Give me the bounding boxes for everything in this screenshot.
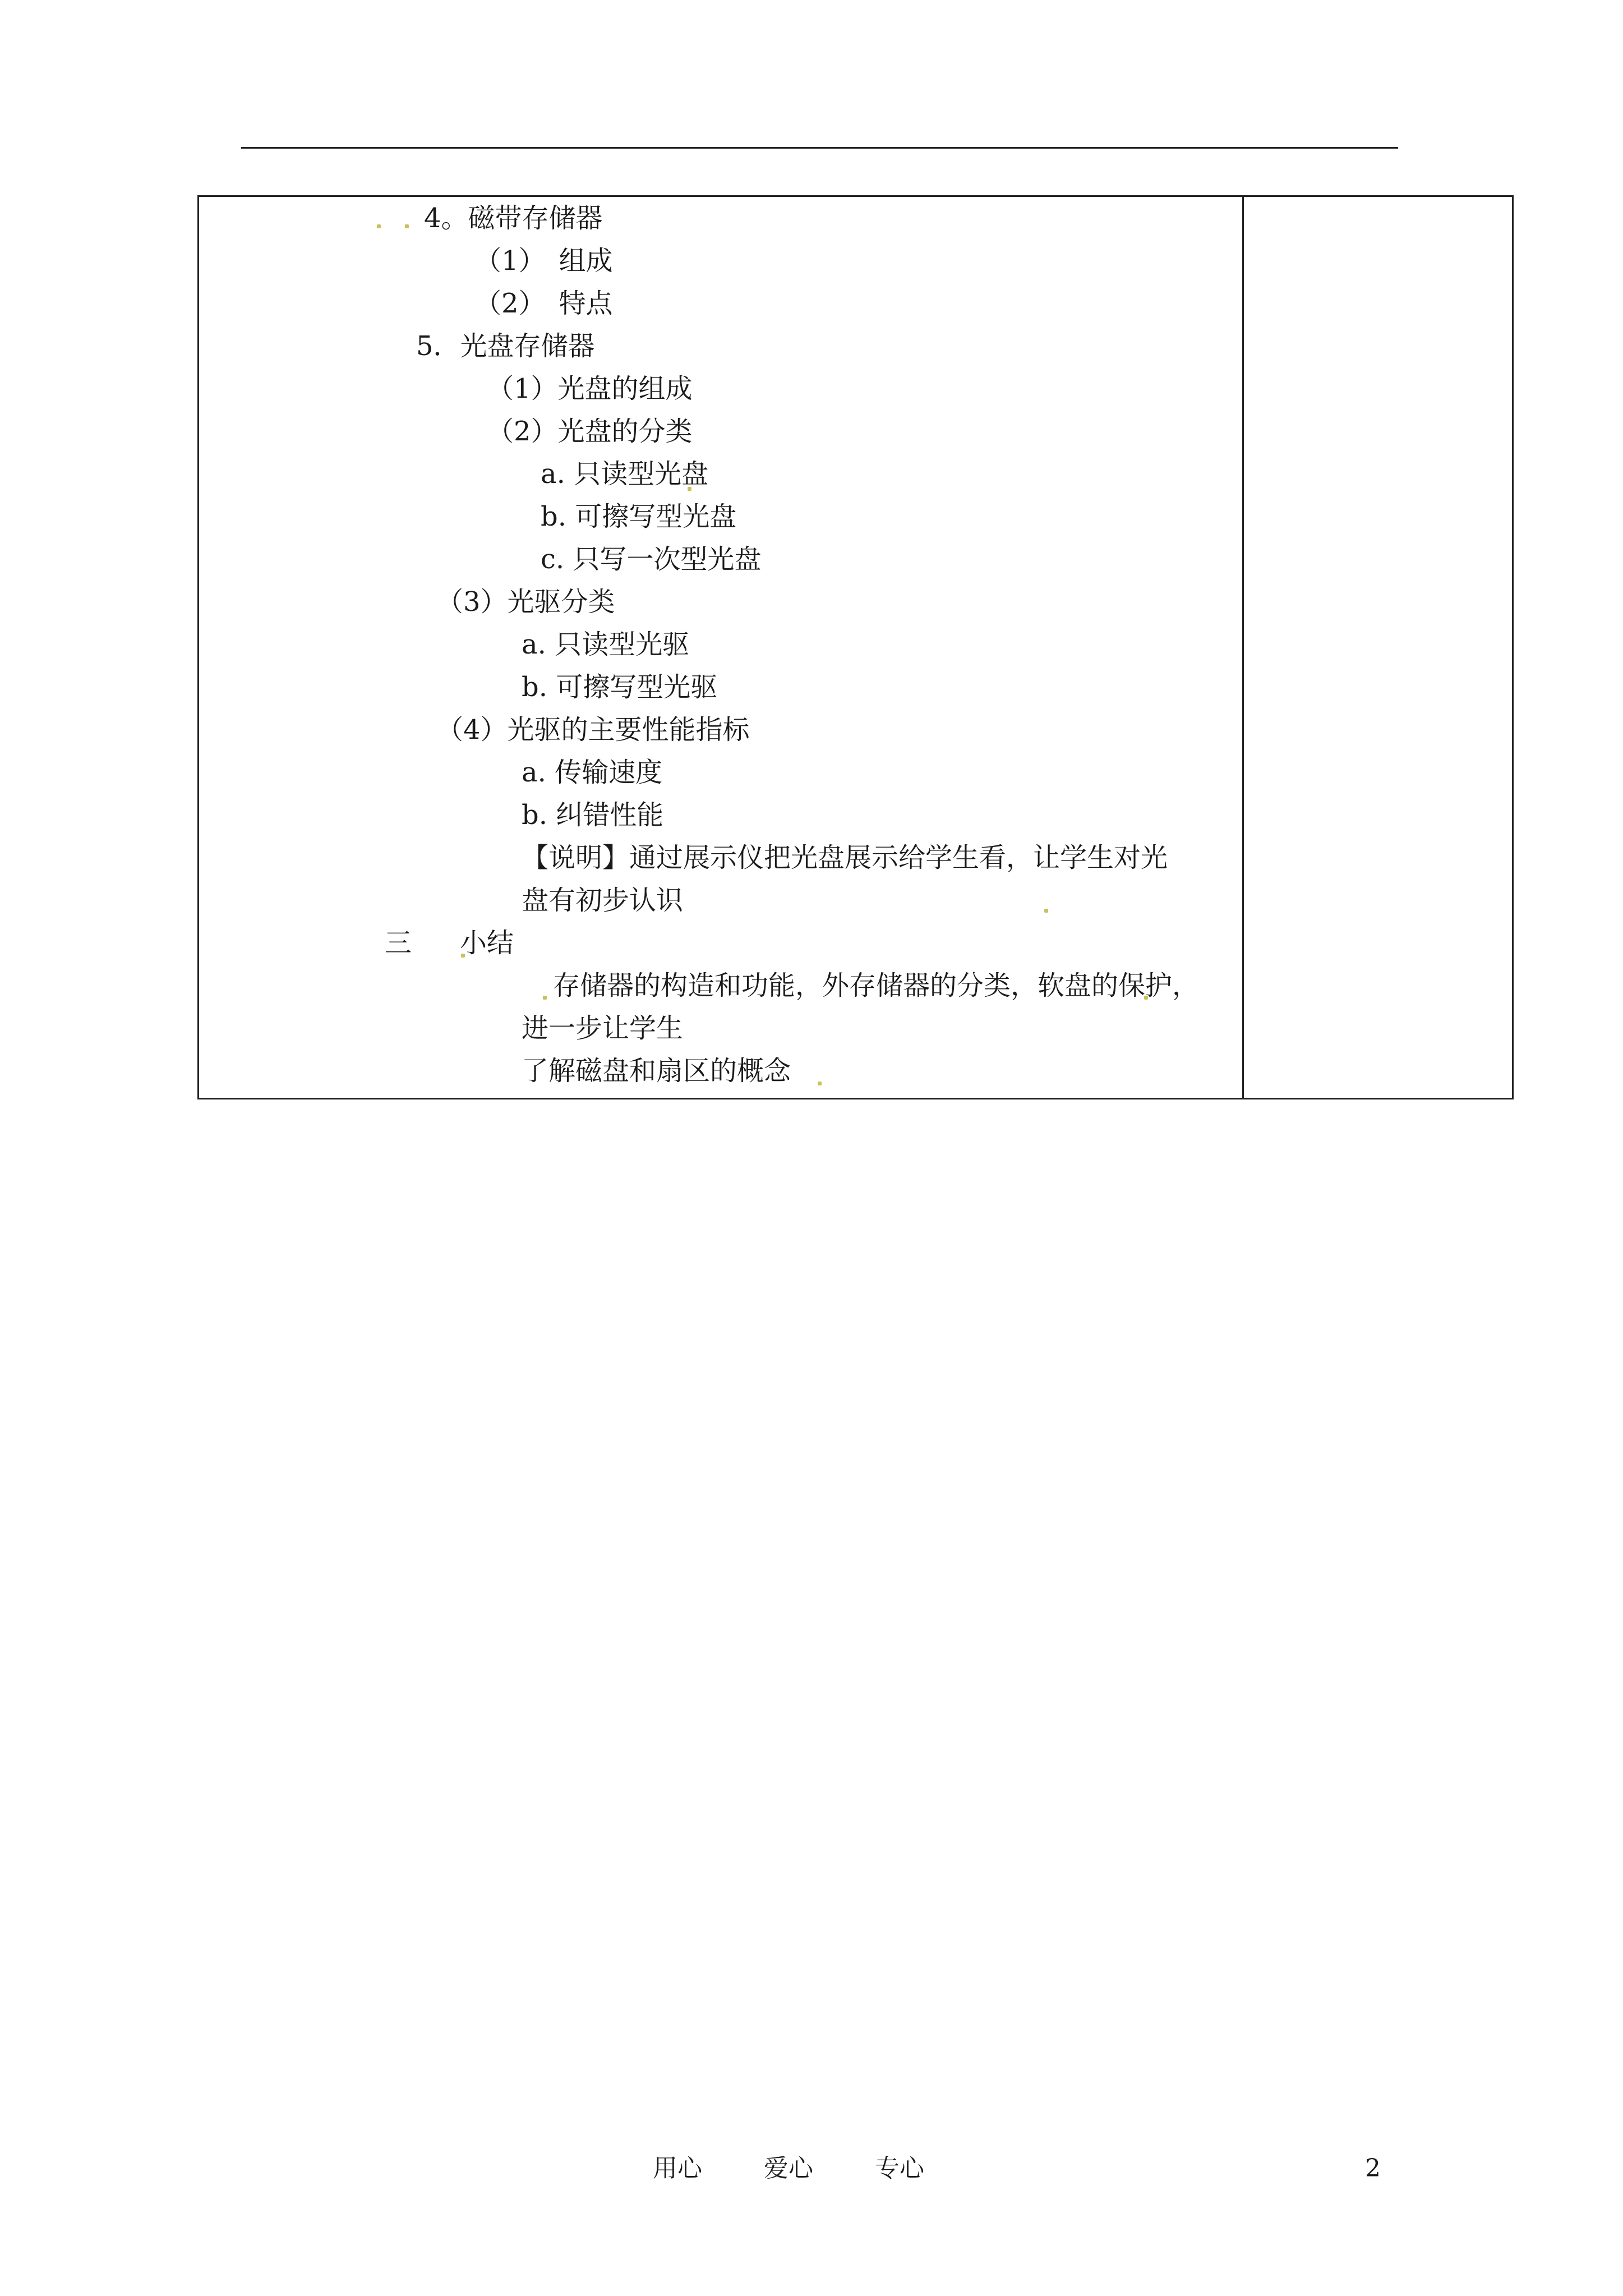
item-optical-storage: 5．光盘存储器 [416,330,595,362]
item-rewritable-disc: b. 可擦写型光盘 [541,501,737,532]
item-write-once-disc: c. 只写一次型光盘 [541,544,762,575]
summary-line-1: 存储器的构造和功能，外存储器的分类，软盘的保护， [553,970,1200,1001]
speck-mark [543,996,547,1000]
footer-slogan-3: 专心 [875,2154,924,2183]
section-title-summary: 小结 [460,927,514,959]
table-column-divider [1242,197,1244,1098]
item-tape-storage: 4。磁带存储器 [424,203,603,234]
speck-mark [1044,909,1048,913]
speck-mark [818,1082,822,1085]
section-number-three: 三 [385,927,412,959]
footer-slogan-1: 用心 [653,2154,702,2183]
item-tape-features: （2） 特点 [474,288,613,319]
header-rule [241,147,1398,149]
item-tape-composition: （1） 组成 [474,245,613,277]
item-transfer-speed: a. 传输速度 [522,757,663,788]
item-read-only-disc: a. 只读型光盘 [541,458,709,490]
note-line-2: 盘有初步认识 [522,885,684,916]
item-read-only-drive: a. 只读型光驱 [522,629,690,660]
item-drive-classification: （3）光驱分类 [436,586,615,618]
item-disc-classification: （2）光盘的分类 [487,416,693,447]
item-rewritable-drive: b. 可擦写型光驱 [522,671,718,703]
page-number: 2 [1365,2154,1381,2183]
item-drive-performance: （4）光驱的主要性能指标 [436,714,750,746]
summary-line-3: 了解磁盘和扇区的概念 [522,1055,791,1087]
note-line-1: 【说明】通过展示仪把光盘展示给学生看，让学生对光 [522,842,1168,873]
speck-mark [405,224,409,228]
item-error-correction: b. 纠错性能 [522,799,664,831]
footer-slogan-2: 爱心 [764,2154,813,2183]
summary-line-2: 进一步让学生 [522,1013,684,1044]
speck-mark [377,224,381,228]
item-disc-composition: （1）光盘的组成 [487,373,693,404]
content-table [197,195,1514,1099]
